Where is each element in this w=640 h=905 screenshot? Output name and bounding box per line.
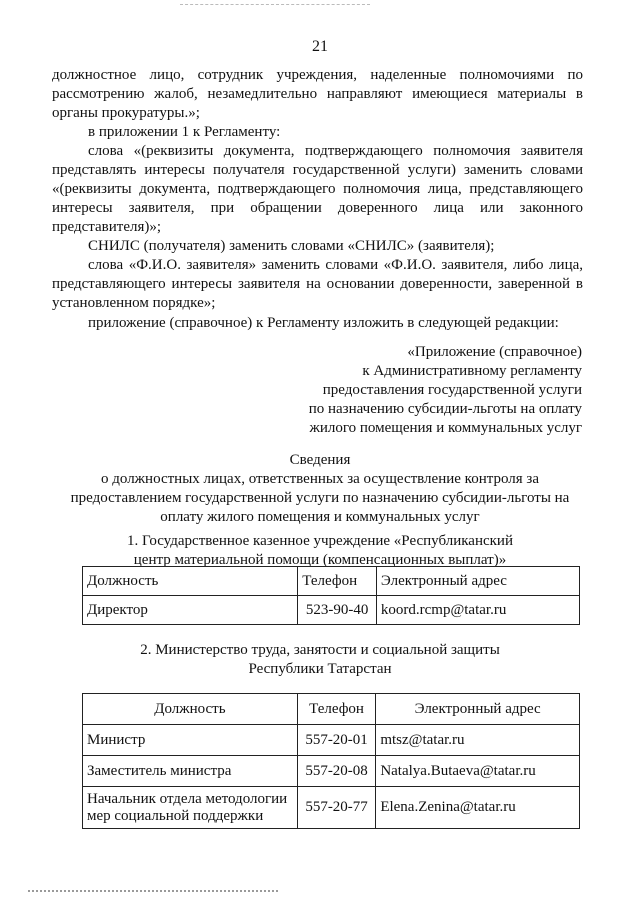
body-line: представляющего интересы заявителя на основании доверенности, заверенной в bbox=[52, 276, 583, 292]
column-header-email: Электронный адрес bbox=[376, 694, 580, 725]
cell-phone: 523-90-40 bbox=[298, 596, 377, 625]
cell-phone: 557-20-01 bbox=[297, 725, 376, 756]
title-line: предоставлением государственной услуги по назначению субсидии-льготы на bbox=[70, 490, 570, 506]
body-line: рассмотрению жалоб, незамедлительно направляют имеющиеся материалы в bbox=[52, 86, 583, 102]
section2-title-line: Республики Татарстан bbox=[248, 661, 392, 677]
cell-email: mtsz@tatar.ru bbox=[376, 725, 580, 756]
column-header-email: Электронный адрес bbox=[376, 567, 579, 596]
table-header-row bbox=[83, 694, 580, 725]
body-line: слова «(реквизиты документа, подтверждающего полномочия заявителя bbox=[88, 143, 583, 159]
body-line: «(реквизиты документа, подтверждающего полномочия лица, представляющего bbox=[52, 181, 583, 197]
cell-position: Начальник отдела методологии мер социальной поддержки bbox=[83, 787, 298, 829]
column-header-phone: Телефон bbox=[297, 694, 376, 725]
cell-position: Заместитель министра bbox=[83, 756, 298, 787]
section1-title-line: 1. Государственное казенное учреждение «Республиканский bbox=[127, 533, 513, 549]
section2-title-line: 2. Министерство труда, занятости и социальной защиты bbox=[140, 642, 500, 658]
section1-table bbox=[82, 566, 580, 625]
title-heading: Сведения bbox=[289, 452, 351, 468]
cell-email: koord.rcmp@tatar.ru bbox=[376, 596, 579, 625]
appendix-header-line: жилого помещения и коммунальных услуг bbox=[309, 420, 582, 436]
cell-position: Министр bbox=[83, 725, 298, 756]
table-row bbox=[83, 725, 580, 756]
body-line: приложение (справочное) к Регламенту изложить в следующей редакции: bbox=[88, 315, 559, 331]
cell-phone: 557-20-77 bbox=[297, 787, 376, 829]
cell-phone: 557-20-08 bbox=[297, 756, 376, 787]
body-line: в приложении 1 к Регламенту: bbox=[88, 124, 281, 140]
body-line: СНИЛС (получателя) заменить словами «СНИЛС» (заявителя); bbox=[88, 238, 495, 254]
scan-artifact-bottom bbox=[28, 890, 278, 894]
title-line: оплату жилого помещения и коммунальных услуг bbox=[160, 509, 480, 525]
page-number: 21 bbox=[312, 38, 328, 55]
table-row bbox=[83, 596, 580, 625]
cell-position: Директор bbox=[83, 596, 298, 625]
title-line: о должностных лицах, ответственных за осуществление контроля за bbox=[101, 471, 539, 487]
appendix-header-line: по назначению субсидии-льготы на оплату bbox=[308, 401, 582, 417]
cell-email: Natalya.Butaeva@tatar.ru bbox=[376, 756, 580, 787]
appendix-header-line: «Приложение (справочное) bbox=[407, 344, 582, 360]
scan-artifact-top bbox=[180, 4, 370, 6]
column-header-phone: Телефон bbox=[298, 567, 377, 596]
body-line: слова «Ф.И.О. заявителя» заменить словами «Ф.И.О. заявителя, либо лица, bbox=[88, 257, 583, 273]
table-row bbox=[83, 787, 580, 829]
table-header-row bbox=[83, 567, 580, 596]
appendix-header-line: к Административному регламенту bbox=[362, 363, 582, 379]
cell-email: Elena.Zenina@tatar.ru bbox=[376, 787, 580, 829]
body-line: представлять интересы получателя государственной услуги) заменить словами bbox=[52, 162, 583, 178]
table-row bbox=[83, 756, 580, 787]
appendix-header-line: предоставления государственной услуги bbox=[322, 382, 582, 398]
column-header-position: Должность bbox=[83, 694, 298, 725]
body-line: интересы заявителя, при обращении доверенного лица или законного bbox=[52, 200, 583, 216]
body-line: представителя)»; bbox=[52, 219, 162, 235]
body-line: органы прокуратуры.»; bbox=[52, 105, 200, 121]
section1-title-line: центр материальной помощи (компенсационных выплат)» bbox=[133, 552, 507, 568]
body-line: должностное лицо, сотрудник учреждения, наделенные полномочиями по bbox=[52, 67, 583, 83]
body-line: установленном порядке»; bbox=[52, 295, 216, 311]
section2-table bbox=[82, 693, 580, 829]
column-header-position: Должность bbox=[83, 567, 298, 596]
